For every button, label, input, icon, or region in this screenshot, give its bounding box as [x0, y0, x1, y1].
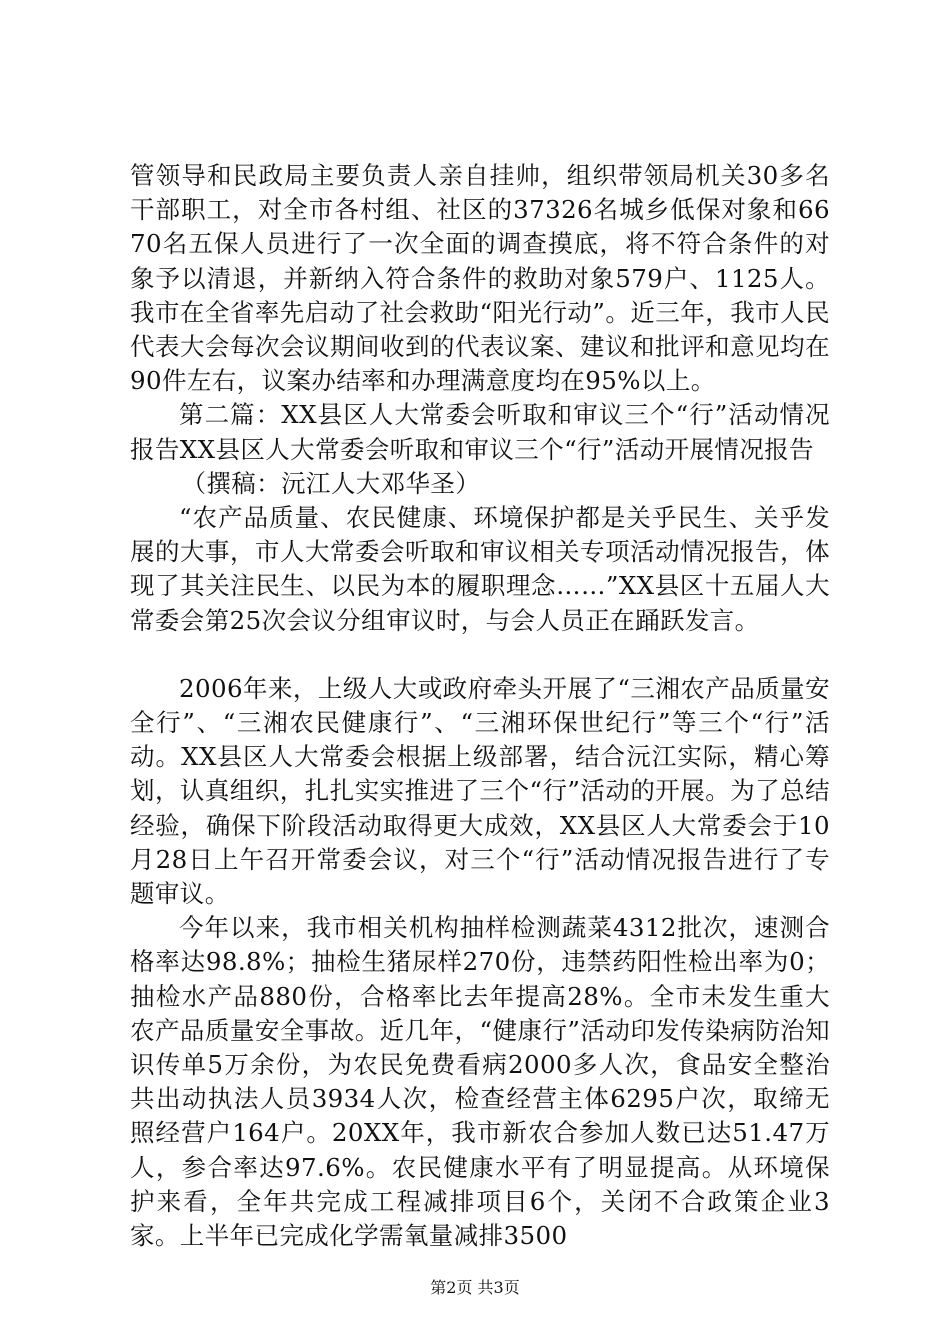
- paragraph-statistics: 今年以来，我市相关机构抽样检测蔬菜4312批次，速测合格率达98.8%；抽检生猪尿样270份，违禁药阳性检出率为0；抽检水产品880份，合格率比去年提高28%。全市未发生重大农产品质量安全事故。近几年，“健康行”活动印发传染病防治知识传单5万余份，为农民免费看病2000多人次，食品安全整治共出动执法人员3934人次，检查经营主体6295户次，取缔无照经营户164户。20XX年，我市新农合参加人数已达51.47万人，参合率达97.6%。农民健康水平有了明显提高。从环境保护来看，全年共完成工程减排项目6个，关闭不合政策企业3家。上半年已完成化学需氧量减排3500: [130, 913, 830, 1251]
- paragraph-quote: “农产品质量、农民健康、环境保护都是关乎民生、关乎发展的大事，市人大常委会听取和审议相关专项活动情况报告，体现了其关注民生、以民为本的履职理念……”XX县区十五届人大常委会第25次会议分组审议时，与会人员正在踊跃发言。: [130, 503, 830, 635]
- paragraph-background: 2006年来，上级人大或政府牵头开展了“三湘农产品质量安全行”、“三湘农民健康行”、“三湘环保世纪行”等三个“行”活动。XX县区人大常委会根据上级部署，结合沅江实际，精心筹划，认真组织，扎扎实实推进了三个“行”活动的开展。为了总结经验，确保下阶段活动取得更大成效，XX县区人大常委会于10月28日上午召开常委会议，对三个“行”活动情况报告进行了专题审议。: [130, 673, 830, 909]
- paragraph-spacer: [130, 638, 830, 672]
- paragraph-author-credit: （撰稿：沅江人大邓华圣）: [181, 468, 481, 498]
- document-body: [130, 159, 830, 1253]
- paragraph-section-title: 第二篇：XX县区人大常委会听取和审议三个“行”活动情况报告XX县区人大常委会听取和审议三个“行”活动开展情况报告: [130, 400, 830, 464]
- paragraph-continuation: 管领导和民政局主要负责人亲自挂帅，组织带领局机关30多名干部职工，对全市各村组、社区的37326名城乡低保对象和6670名五保人员进行了一次全面的调查摸底，将不符合条件的对象予以清退，并新纳入符合条件的救助对象579户、1125人。我市在全省率先启动了社会救助“阳光行动”。近三年，我市人民代表大会每次会议期间收到的代表议案、建议和批评和意见均在90件左右，议案办结率和办理满意度均在95%以上。: [130, 161, 830, 396]
- page-footer: 第2页 共3页: [430, 1278, 520, 1297]
